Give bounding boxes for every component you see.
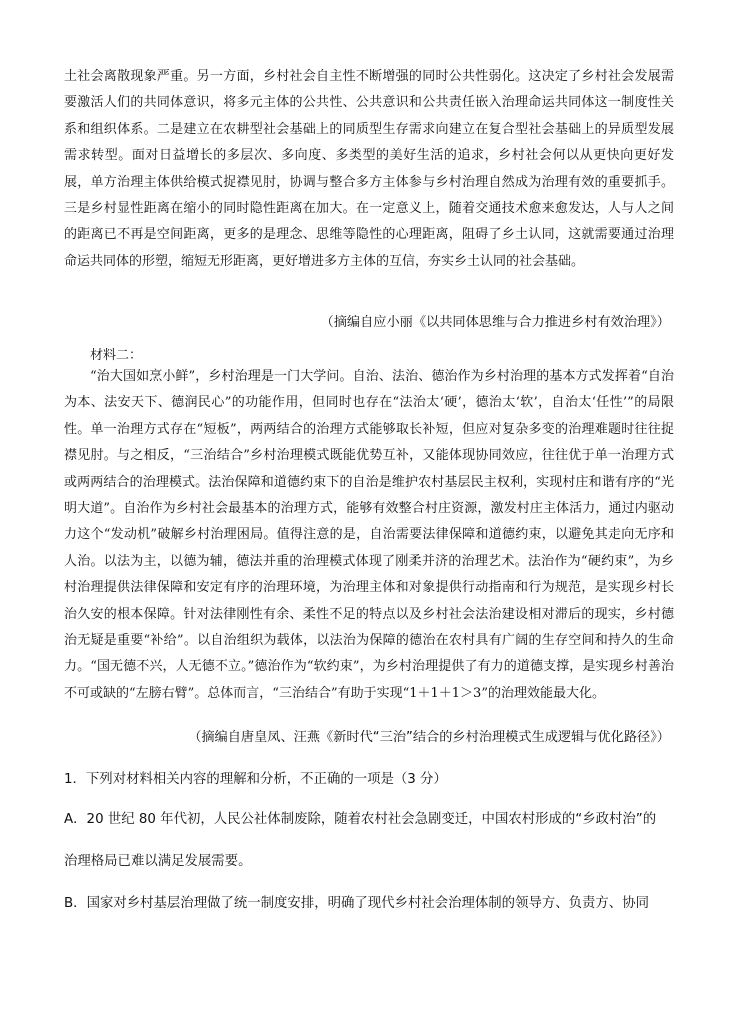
material-one-source: （摘编自应小丽《以共同体思维与合力推进乡村有效治理》） (320, 315, 670, 330)
material-one-paragraph-tail: 土社会离散现象严重。另一方面，乡村社会自主性不断增强的同时公共性弱化。这决定了乡村社会发展需要激活人们的共同体意识，将多元主体的公共性、公共意识和公共责任嵌入治理命运共同体这一制度性关系和组织体系。二是建立在农耕型社会基础上的同质型生存需求向建立在复合型社会基础上的异质型发展需求转型。面对日益增长的多层次、多向度、多类型的美好生活的追求，乡村社会何以从更快向更好发展，单方治理主体供给模式捉襟见肘，协调与整合多方主体参与乡村治理自然成为治理有效的重要抓手。三是乡村显性距离在缩小的同时隐性距离在加大。在一定意义上，随着交通技术愈来愈发达，人与人之间的距离已不再是空间距离，更多的是理念、思维等隐性的心理距离，阻碍了乡土认同，这就需要通过治理命运共同体的形塑，缩短无形距离，更好增进多方主体的互信，夯实乡土认同的社会基础。 (64, 69, 674, 269)
material-two-source: （摘编自唐皇凤、汪燕《新时代“三治”结合的乡村治理模式生成逻辑与优化路径》） (188, 730, 670, 745)
option-a-line-1: A．20 世纪 80 年代初，人民公社体制废除，随着农村社会急剧变迁，中国农村形成的“乡政村治”的 (64, 812, 657, 827)
material-two-paragraph: “治大国如烹小鲜”，乡村治理是一门大学问。自治、法治、德治作为乡村治理的基本方式发挥着“自治为本、法安天下、德润民心”的功能作用，但同时也存在“法治太‘硬’，德治太‘软’，自治太‘任性’”的局限性。单一治理方式存在“短板”，两两结合的治理方式能够取长补短，但应对复杂多变的治理难题时往往捉襟见肘。与之相反，“三治结合”乡村治理模式既能优势互补，又能体现协同效应，往往优于单一治理方式或两两结合的治理模式。法治保障和道德约束下的自治是维护农村基层民主权利，实现村庄和谐有序的“光明大道”。自治作为乡村社会最基本的治理方式，能够有效整合村庄资源，激发村庄主体活力，通过内驱动力这个“发动机”破解乡村治理困局。值得注意的是，自治需要法律保障和道德约束，以避免其走向无序和人治。以法为主，以德为辅，德法并重的治理模式体现了刚柔并济的治理艺术。法治作为“硬约束”，为乡村治理提供法律保障和安定有序的治理环境，为治理主体和对象提供行动指南和行为规范，是实现乡村长治久安的根本保障。针对法律刚性有余、柔性不足的特点以及乡村社会法治建设相对滞后的现实，乡村德治无疑是重要“补给”。以自治组织为载体，以法治为保障的德治在农村具有广阔的生存空间和持久的生命力。“国无德不兴，人无德不立。”德治作为“软约束”，为乡村治理提供了有力的道德支撑，是实现乡村善治不可或缺的“左膀右臂”。总体而言，“三治结合”有助于实现“1＋1＋1＞3”的治理效能最大化。 (64, 369, 674, 701)
material-two-label: 材料二： (90, 348, 143, 363)
question-one-stem: 1．下列对材料相关内容的理解和分析，不正确的一项是（3 分） (64, 772, 447, 787)
option-a-line-2: 治理格局已难以满足发展需要。 (64, 854, 252, 869)
option-b-line-1: B．国家对乡村基层治理做了统一制度安排，明确了现代乡村社会治理体制的领导方、负责方、协同 (64, 896, 649, 911)
